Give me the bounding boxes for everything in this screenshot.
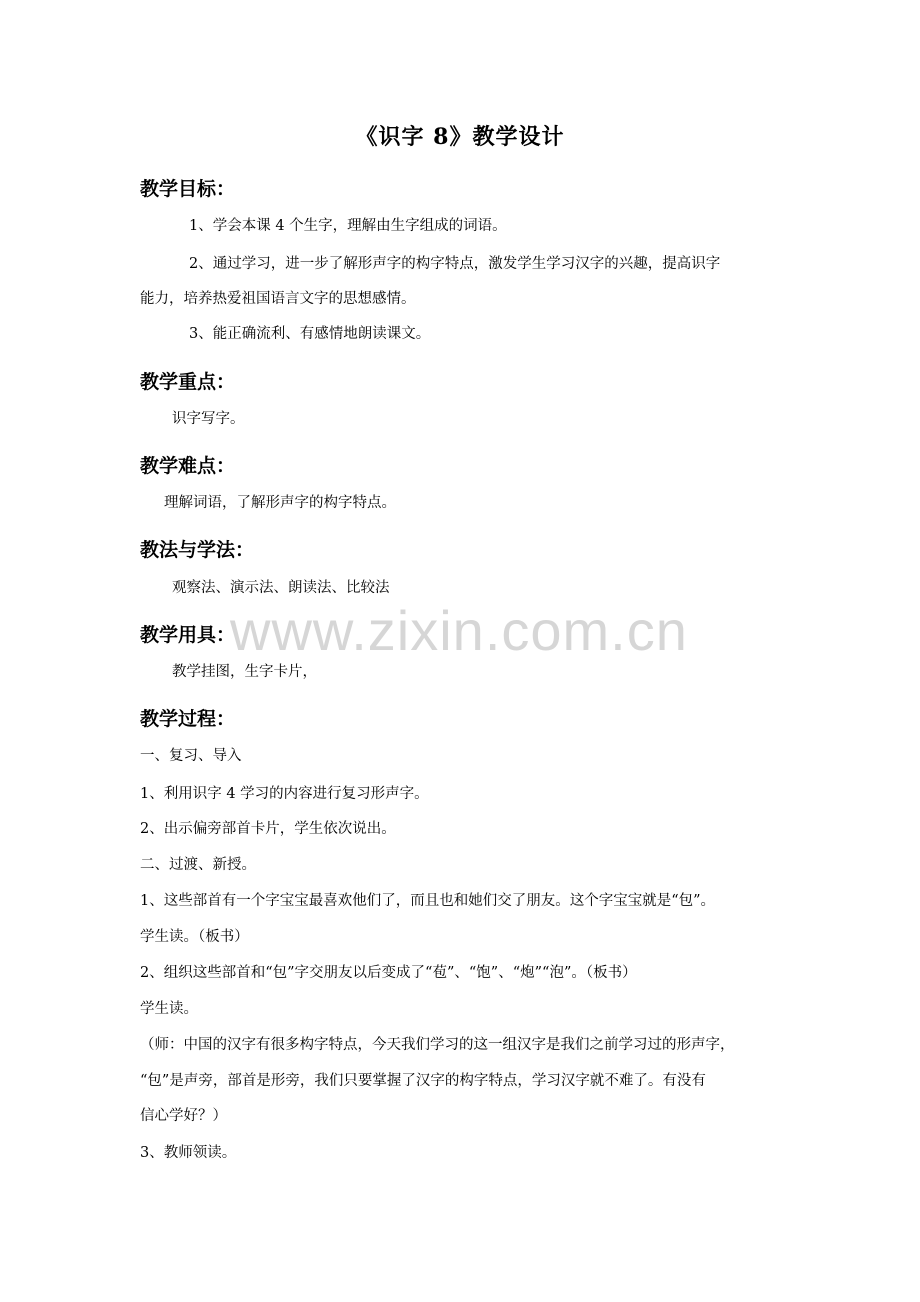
heading-difficult-points: 教学难点： bbox=[140, 455, 236, 477]
goals-line-2: 2、通过学习，进一步了解形声字的构字特点，激发学生学习汉字的兴趣，提高识字 bbox=[189, 256, 721, 272]
process-line-4: 二、过渡、新授。 bbox=[140, 857, 256, 873]
watermark: www.zixin.com.cn bbox=[230, 599, 688, 662]
goals-line-1: 1、学会本课 4 个生字，理解由生字组成的词语。 bbox=[189, 218, 507, 234]
process-line-2: 1、利用识字 4 学习的内容进行复习形声字。 bbox=[140, 786, 429, 802]
process-line-11: 信心学好？） bbox=[140, 1108, 227, 1124]
process-line-8: 学生读。 bbox=[140, 1001, 198, 1017]
process-line-3: 2、出示偏旁部首卡片，学生依次说出。 bbox=[140, 821, 396, 837]
process-line-9: （师：中国的汉字有很多构字特点，今天我们学习的这一组汉字是我们之前学习过的形声字， bbox=[140, 1037, 735, 1053]
tools-text: 教学挂图，生字卡片， bbox=[172, 664, 317, 680]
process-line-6: 学生读。（板书） bbox=[140, 929, 249, 945]
goals-line-3: 能力，培养热爱祖国语言文字的思想感情。 bbox=[140, 291, 416, 307]
heading-goals: 教学目标： bbox=[140, 178, 236, 200]
heading-process: 教学过程： bbox=[140, 708, 236, 730]
process-line-1: 一、复习、导入 bbox=[140, 748, 242, 764]
document-title: 《识字 8》教学设计 bbox=[355, 124, 565, 150]
heading-methods: 教法与学法： bbox=[140, 539, 255, 561]
goals-line-4: 3、能正确流利、有感情地朗读课文。 bbox=[189, 326, 431, 342]
methods-text: 观察法、演示法、朗读法、比较法 bbox=[172, 580, 390, 596]
process-line-10: “包”是声旁，部首是形旁，我们只要掌握了汉字的构字特点，学习汉字就不难了。有没有 bbox=[140, 1073, 706, 1089]
difficult-points-text: 理解词语，了解形声字的构字特点。 bbox=[164, 495, 396, 511]
heading-key-points: 教学重点： bbox=[140, 371, 236, 393]
process-line-12: 3、教师领读。 bbox=[140, 1145, 237, 1161]
heading-tools: 教学用具： bbox=[140, 624, 236, 646]
process-line-7: 2、组织这些部首和“包”字交朋友以后变成了“苞”、“饱”、“炮”“泡”。（板书） bbox=[140, 965, 637, 981]
key-points-text: 识字写字。 bbox=[172, 411, 245, 427]
process-line-5: 1、这些部首有一个字宝宝最喜欢他们了，而且也和她们交了朋友。这个字宝宝就是“包”。 bbox=[140, 893, 716, 909]
